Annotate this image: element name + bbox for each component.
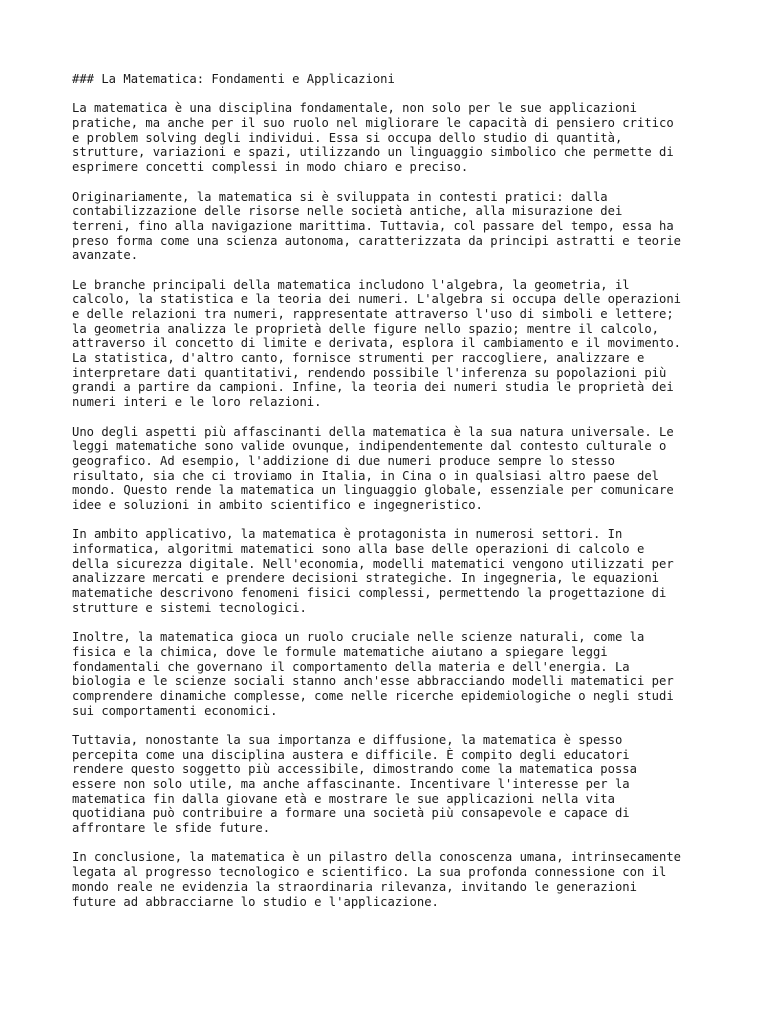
paragraph-line: esprimere concetti complessi in modo chiaro e preciso. bbox=[72, 160, 469, 175]
paragraph-line: attraverso il concetto di limite e derivata, esplora il cambiamento e il movimento. bbox=[72, 336, 682, 351]
paragraph-line: idee e soluzioni in ambito scientifico e ingegneristico. bbox=[72, 497, 483, 512]
paragraph-line: biologia e le scienze sociali stanno anch'esse abbracciando modelli matematici per bbox=[72, 674, 674, 689]
paragraph-line: la geometria analizza le proprietà delle figure nello spazio; mentre il calcolo, bbox=[72, 321, 659, 336]
paragraph-6 bbox=[72, 630, 712, 718]
paragraph-line: strutture, variazioni e spazi, utilizzando un linguaggio simbolico che permette di bbox=[72, 145, 674, 160]
paragraph-line: La statistica, d'altro canto, fornisce strumenti per raccogliere, analizzare e bbox=[72, 351, 645, 366]
paragraph-line: La matematica è una disciplina fondamentale, non solo per le sue applicazioni bbox=[72, 101, 637, 116]
paragraph-line: affrontare le sfide future. bbox=[72, 821, 271, 836]
paragraph-line: analizzare mercati e prendere decisioni strategiche. In ingegneria, le equazioni bbox=[72, 571, 659, 586]
paragraph-line: mondo reale ne evidenzia la straordinaria rilevanza, invitando le generazioni bbox=[72, 879, 637, 894]
paragraph-line: numeri interi e le loro relazioni. bbox=[72, 395, 322, 410]
paragraph-line: calcolo, la statistica e la teoria dei numeri. L'algebra si occupa delle operazioni bbox=[72, 292, 682, 307]
paragraph-line: geografico. Ad esempio, l'addizione di due numeri produce sempre lo stesso bbox=[72, 453, 615, 468]
paragraph-line: e delle relazioni tra numeri, rappresentate attraverso l'uso di simboli e lettere; bbox=[72, 307, 674, 321]
paragraph-line: future ad abbracciarne lo studio e l'applicazione. bbox=[72, 894, 439, 909]
paragraph-line: rendere questo soggetto più accessibile, dimostrando come la matematica possa bbox=[72, 762, 637, 777]
paragraph-8 bbox=[72, 850, 712, 909]
paragraph-line: fondamentali che governano il comportamento della materia e dell'energia. La bbox=[72, 659, 630, 674]
paragraph-4 bbox=[72, 425, 712, 513]
paragraph-line: matematiche descrivono fenomeni fisici complessi, permettendo la progettazione di bbox=[72, 586, 667, 601]
paragraph-line: sui comportamenti economici. bbox=[72, 703, 278, 718]
paragraph-line: Inoltre, la matematica gioca un ruolo cruciale nelle scienze naturali, come la bbox=[72, 630, 645, 645]
paragraph-line: quotidiana può contribuire a formare una società più consapevole e capace di bbox=[72, 806, 630, 821]
paragraph-line: matematica fin dalla giovane età e mostrare le sue applicazioni nella vita bbox=[72, 791, 615, 806]
paragraph-line: pratiche, ma anche per il suo ruolo nel migliorare le capacità di pensiero critico bbox=[72, 116, 674, 131]
paragraph-line: terreni, fino alla navigazione marittima. Tuttavia, col passare del tempo, essa ha bbox=[72, 218, 674, 233]
paragraph-line: Uno degli aspetti più affascinanti della matematica è la sua natura universale. Le bbox=[72, 424, 674, 439]
paragraph-5 bbox=[72, 527, 712, 615]
paragraph-line: In conclusione, la matematica è un pilastro della conoscenza umana, intrinsecamente bbox=[72, 850, 682, 865]
paragraph-7 bbox=[72, 733, 712, 836]
paragraph-3 bbox=[72, 278, 712, 410]
paragraph-line: risultato, sia che ci troviamo in Italia, in Cina o in qualsiasi altro paese del bbox=[72, 468, 659, 483]
document-body bbox=[72, 101, 712, 909]
paragraph-line: della sicurezza digitale. Nell'economia, modelli matematici vengono utilizzati per bbox=[72, 556, 674, 571]
paragraph-line: leggi matematiche sono valide ovunque, indipendentemente dal contesto culturale o bbox=[72, 439, 667, 454]
paragraph-line: avanzate. bbox=[72, 248, 139, 263]
paragraph-line: informatica, algoritmi matematici sono alla base delle operazioni di calcolo e bbox=[72, 542, 645, 556]
document-page bbox=[72, 72, 712, 924]
paragraph-line: interpretare dati quantitativi, rendendo possibile l'inferenza su popolazioni più bbox=[72, 365, 667, 380]
paragraph-line: percepita come una disciplina austera e difficile. È compito degli educatori bbox=[72, 747, 630, 762]
paragraph-line: comprendere dinamiche complesse, come nelle ricerche epidemiologiche o negli studi bbox=[72, 688, 674, 703]
paragraph-line: mondo. Questo rende la matematica un linguaggio globale, essenziale per comunicare bbox=[72, 483, 674, 498]
paragraph-line: e problem solving degli individui. Essa si occupa dello studio di quantità, bbox=[72, 130, 623, 145]
paragraph-line: fisica e la chimica, dove le formule matematiche aiutano a spiegare leggi bbox=[72, 644, 608, 659]
paragraph-line: Originariamente, la matematica si è sviluppata in contesti pratici: dalla bbox=[72, 189, 608, 204]
paragraph-line: legata al progresso tecnologico e scientifico. La sua profonda connessione con il bbox=[72, 865, 667, 880]
paragraph-line: In ambito applicativo, la matematica è protagonista in numerosi settori. In bbox=[72, 527, 623, 542]
paragraph-line: grandi a partire da campioni. Infine, la teoria dei numeri studia le proprietà dei bbox=[72, 380, 674, 395]
paragraph-line: preso forma come una scienza autonoma, caratterizzata da principi astratti e teorie bbox=[72, 233, 682, 248]
paragraph-1 bbox=[72, 101, 712, 174]
paragraph-line: Tuttavia, nonostante la sua importanza e diffusione, la matematica è spesso bbox=[72, 732, 623, 747]
paragraph-2 bbox=[72, 190, 712, 263]
paragraph-line: strutture e sistemi tecnologici. bbox=[72, 600, 307, 615]
paragraph-line: essere non solo utile, ma anche affascinante. Incentivare l'interesse per la bbox=[72, 777, 630, 791]
document-heading bbox=[72, 72, 712, 87]
paragraph-line: Le branche principali della matematica includono l'algebra, la geometria, il bbox=[72, 277, 630, 292]
paragraph-line: contabilizzazione delle risorse nelle società antiche, alla misurazione dei bbox=[72, 204, 623, 219]
heading-line: ### La Matematica: Fondamenti e Applicazioni bbox=[72, 72, 395, 86]
